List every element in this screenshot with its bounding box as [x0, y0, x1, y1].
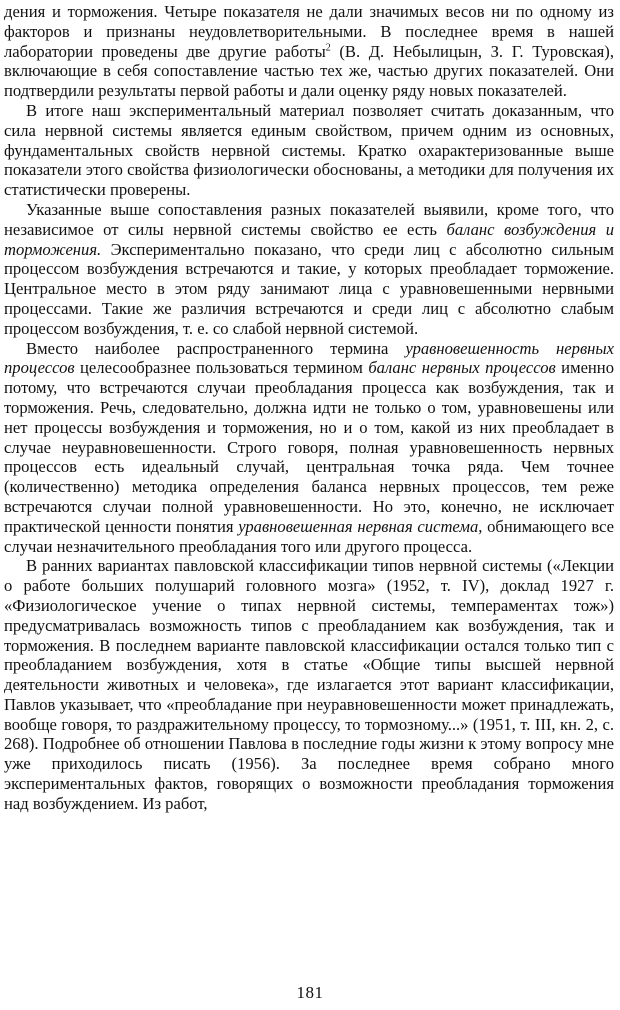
text-run: В ранних вариантах павловской классификации типов нервной системы («Лекции о работе больших полушарий головного мозга» (1952, т. IV), доклад 1927 г. «Физиологическое учение о типах нервной системы, темпераментах тож») предусматривалась возможность типов с преобладанием как возбуждения, так и торможения. В последнем варианте павловской классификации остался только тип с преобладанием возбуждения, хотя в статье «Общие типы высшей нервной деятельности животных и человека», где излагается этот вариант классификации, Павлов указывает, что «преобладание при неуравновешенности может принадлежать, вообще говоря, то раздражительному процессу, то тормозному...» (1951, т. III, кн. 2, с. 268). Подробнее об отношении Павлова в последние годы жизни к этому вопросу мне уже приходилось писать (1956). За последнее время собрано много экспериментальных фактов, говорящих о возможности преобладания торможения над возбуждением. Из работ, — [4, 556, 614, 813]
text-run: дения и торможения. Четыре показателя не дали значимых весов ни по одному из факторов и признаны неудовлетворительными. В последнее время в нашей лаборатории проведены две другие работы — [4, 2, 614, 61]
paragraph — [4, 101, 614, 200]
page-number: 181 — [296, 983, 324, 1002]
text-run: (В. Д. Небылицын, З. Г. Туровская), включающие в себя сопоставление частью тех же, частью других показателей. Они подтвердили результаты первой работы и дали оценку ряду новых показателей. — [4, 41, 614, 101]
text-run: целесообразнее пользоваться термином — [74, 358, 369, 378]
emphasis-text: уравновешенность нервных процессов — [4, 338, 614, 378]
emphasis-text: баланс нервных процессов — [368, 358, 556, 378]
emphasis-text: баланс возбуждения и торможения. — [4, 219, 614, 259]
emphasis-text: уравновешенная нервная система, — [238, 516, 483, 536]
text-run: Вместо наиболее распространенного термина — [26, 338, 406, 358]
paragraph — [4, 200, 614, 339]
text-run: В итоге наш экспериментальный материал позволяет считать доказанным, что сила нервной системы является единым свойством, причем одним из основных, фундаментальных свойств нервной системы. Кратко охарактеризованные выше показатели этого свойства физиологически обоснованы, а методики для получения их статистически проверены. — [4, 100, 614, 200]
text-run: обнимающего все случаи незначительного преобладания того или другого процесса. — [4, 516, 615, 556]
text-run: именно потому, что встречаются случаи преобладания процесса как возбуждения, так и торможения. Речь, следовательно, должна идти не только о том, уравновешены или нет процессы возбуждения и торможения, но и о том, какой из них преобладает в случае неуравновешенности. Строго говоря, полная уравновешенность нервных процессов есть идеальный случай, центральная точка ряда. Чем точнее (количественно) методика определения баланса нервных процессов, тем реже встречаются случаи полной уравновешенности. Но это, конечно, не исключает практической ценности понятия — [4, 358, 614, 536]
text-body — [4, 2, 614, 814]
paragraph — [4, 2, 614, 101]
paragraph — [4, 339, 614, 557]
text-run: Указанные выше сопоставления разных показателей выявили, кроме того, что независимое от силы нервной системы свойство ее есть — [4, 199, 614, 239]
text-run: Экспериментально показано, что среди лиц с абсолютно сильным процессом возбуждения встречаются и такие, у которых преобладает торможение. Центральное место в этом ряду занимают лица с уравновешенными нервными процессами. Такие же различия встречаются и среди лиц с абсолютно слабым процессом возбуждения, т. е. со слабой нервной системой. — [4, 239, 614, 338]
footnote-marker: 2 — [325, 42, 331, 54]
paragraph — [4, 556, 614, 813]
